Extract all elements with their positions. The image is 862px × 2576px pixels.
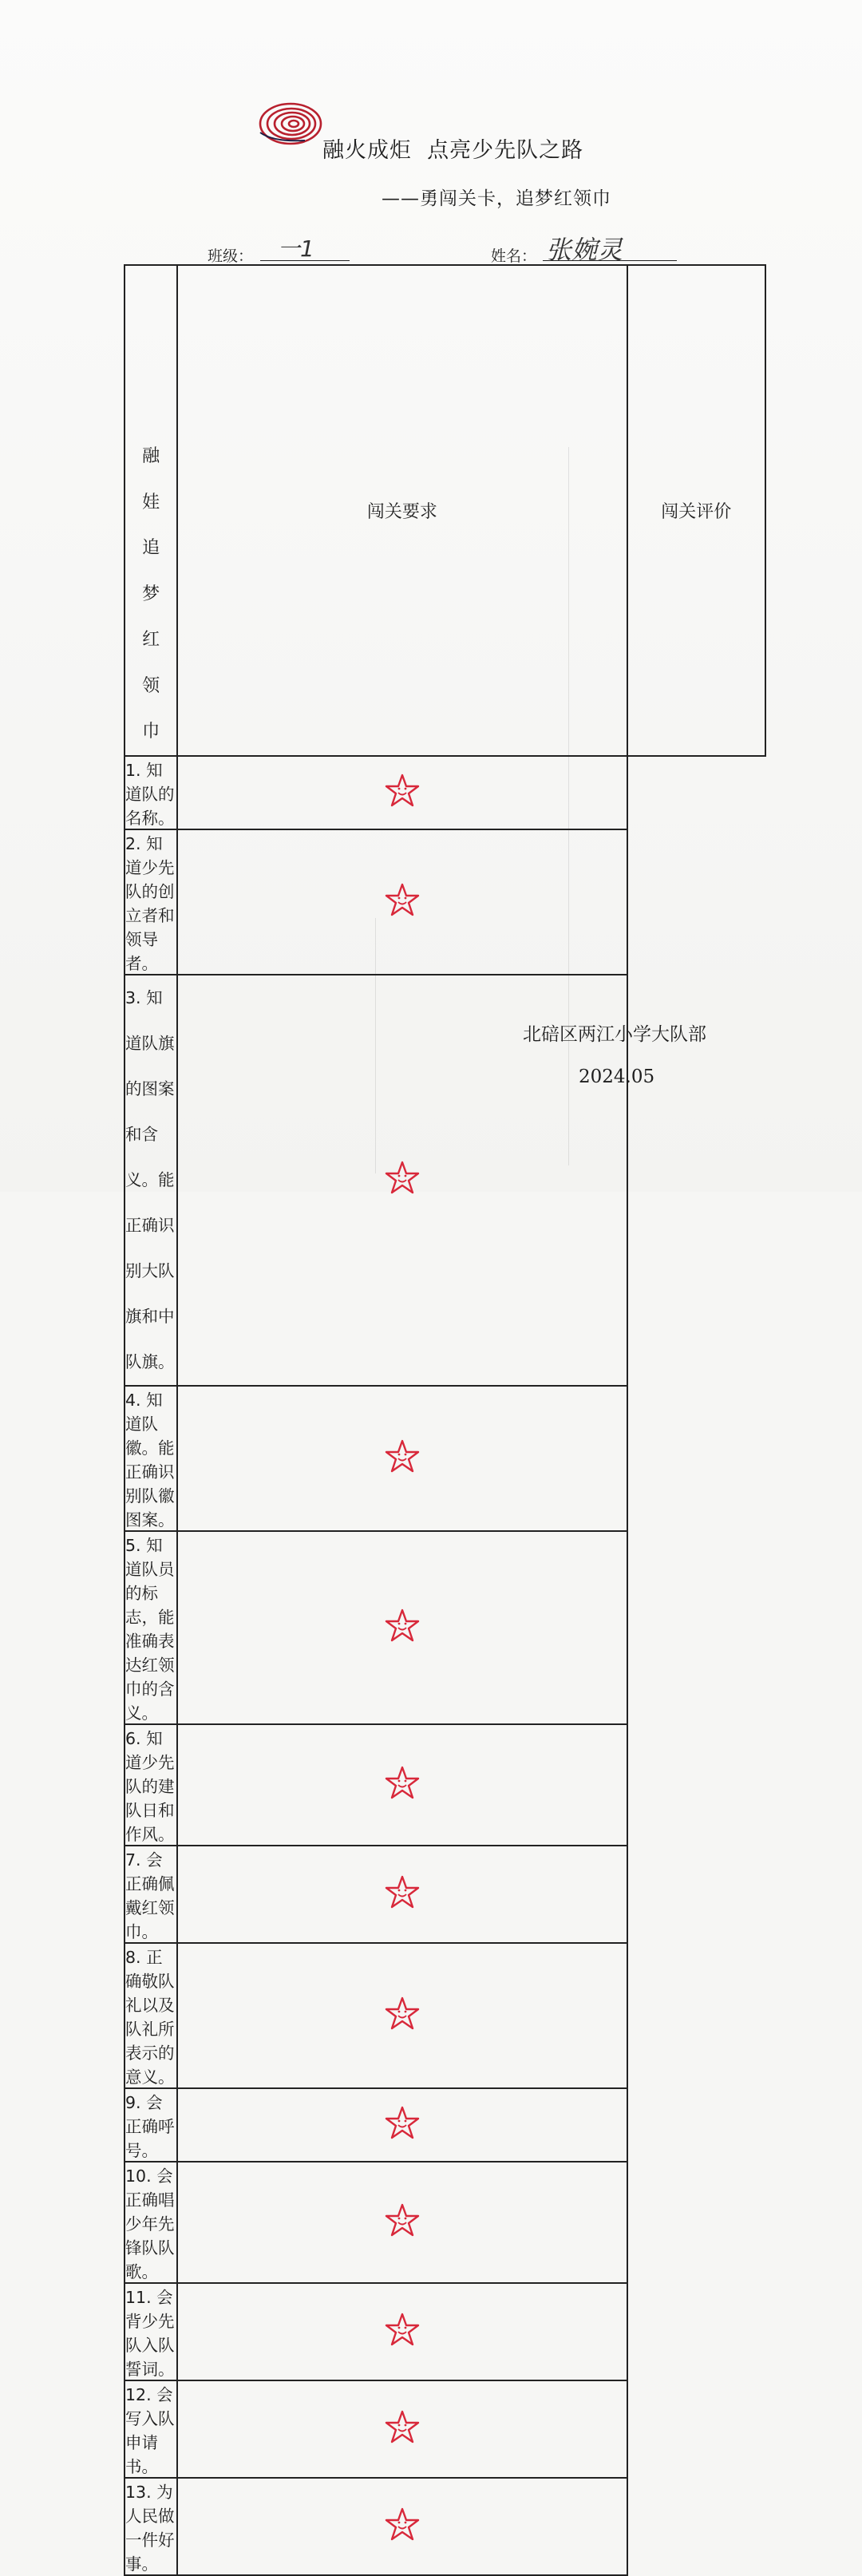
evaluation-cell [177, 1943, 627, 2088]
requirement-cell: 10. 会正确唱少年先锋队队歌。 [125, 2162, 177, 2283]
side-char: 梦 [142, 584, 160, 604]
side-label [139, 266, 163, 755]
evaluation-cell [177, 756, 627, 829]
evaluation-cell [177, 1724, 627, 1846]
footer-organization: 北碚区两江小学大队部 [523, 1024, 706, 1045]
star-stamp-icon [383, 881, 421, 920]
class-value: 一1 [278, 235, 314, 262]
requirement-cell: 2. 知道少先队的创立者和领导者。 [125, 829, 177, 975]
table-row [125, 2478, 765, 2575]
table-row [125, 1943, 765, 2088]
table-row [125, 829, 765, 975]
requirement-cell: 3. 知道队旗的图案和含义。能正确识别大队旗和中队旗。 [125, 975, 177, 1386]
star-stamp-icon [383, 2408, 421, 2447]
evaluation-cell [177, 2478, 627, 2575]
spiral-logo-icon [257, 101, 324, 147]
challenge-table [124, 264, 766, 2576]
name-label: 姓名： [491, 247, 537, 265]
column-header-evaluation: 闯关评价 [627, 265, 765, 756]
side-char: 红 [142, 630, 160, 650]
star-stamp-icon [383, 1995, 421, 2033]
page-subtitle: ——勇闯关卡，追梦红领巾 [382, 188, 611, 209]
star-stamp-icon [383, 2311, 421, 2349]
table-row [125, 2088, 765, 2162]
requirement-cell: 7. 会正确佩戴红领巾。 [125, 1846, 177, 1943]
requirement-cell: 4. 知道队徽。能正确识别队徽图案。 [125, 1386, 177, 1531]
star-stamp-icon [383, 2202, 421, 2240]
side-char: 娃 [142, 492, 160, 512]
evaluation-cell [177, 2088, 627, 2162]
star-stamp-icon [383, 1438, 421, 1476]
side-char: 追 [142, 538, 160, 558]
star-stamp-icon [383, 1874, 421, 1912]
table-row [125, 1531, 765, 1724]
requirement-cell: 13. 为人民做一件好事。 [125, 2478, 177, 2575]
footer-date: 2024.05 [579, 1066, 655, 1087]
evaluation-cell [177, 1531, 627, 1724]
star-stamp-icon [383, 2104, 421, 2143]
evaluation-cell [177, 1386, 627, 1531]
page-title: 融火成炬 点亮少先队之路 [322, 138, 584, 163]
evaluation-cell [177, 2283, 627, 2380]
table-row [125, 756, 765, 829]
class-label: 班级： [208, 247, 254, 265]
table-row [125, 1846, 765, 1943]
evaluation-cell [177, 2380, 627, 2478]
star-stamp-icon [383, 1764, 421, 1802]
side-char: 巾 [142, 722, 160, 742]
requirement-cell: 9. 会正确呼号。 [125, 2088, 177, 2162]
requirement-cell: 6. 知道少先队的建队日和作风。 [125, 1724, 177, 1846]
side-char: 融 [142, 446, 160, 466]
requirement-cell: 5. 知道队员的标志，能准确表达红领巾的含义。 [125, 1531, 177, 1724]
star-stamp-icon [383, 772, 421, 810]
table-row [125, 2162, 765, 2283]
evaluation-cell [177, 829, 627, 975]
requirement-cell: 11. 会背少先队入队誓词。 [125, 2283, 177, 2380]
evaluation-cell [177, 1846, 627, 1943]
star-stamp-icon [383, 1607, 421, 1645]
side-char: 领 [142, 675, 160, 696]
side-label-cell [125, 265, 177, 756]
requirement-cell: 8. 正确敬队礼以及队礼所表示的意义。 [125, 1943, 177, 2088]
requirement-cell: 1. 知道队的名称。 [125, 756, 177, 829]
column-header-requirement: 闯关要求 [177, 265, 627, 756]
name-value: 张婉灵 [546, 235, 623, 265]
star-stamp-icon [383, 2506, 421, 2544]
evaluation-cell [177, 2162, 627, 2283]
table-row [125, 1724, 765, 1846]
star-stamp-icon [383, 1159, 421, 1197]
requirement-cell: 12. 会写入队申请书。 [125, 2380, 177, 2478]
table-header-row [125, 265, 765, 756]
table-row [125, 1386, 765, 1531]
table-row [125, 2283, 765, 2380]
table-row [125, 2380, 765, 2478]
